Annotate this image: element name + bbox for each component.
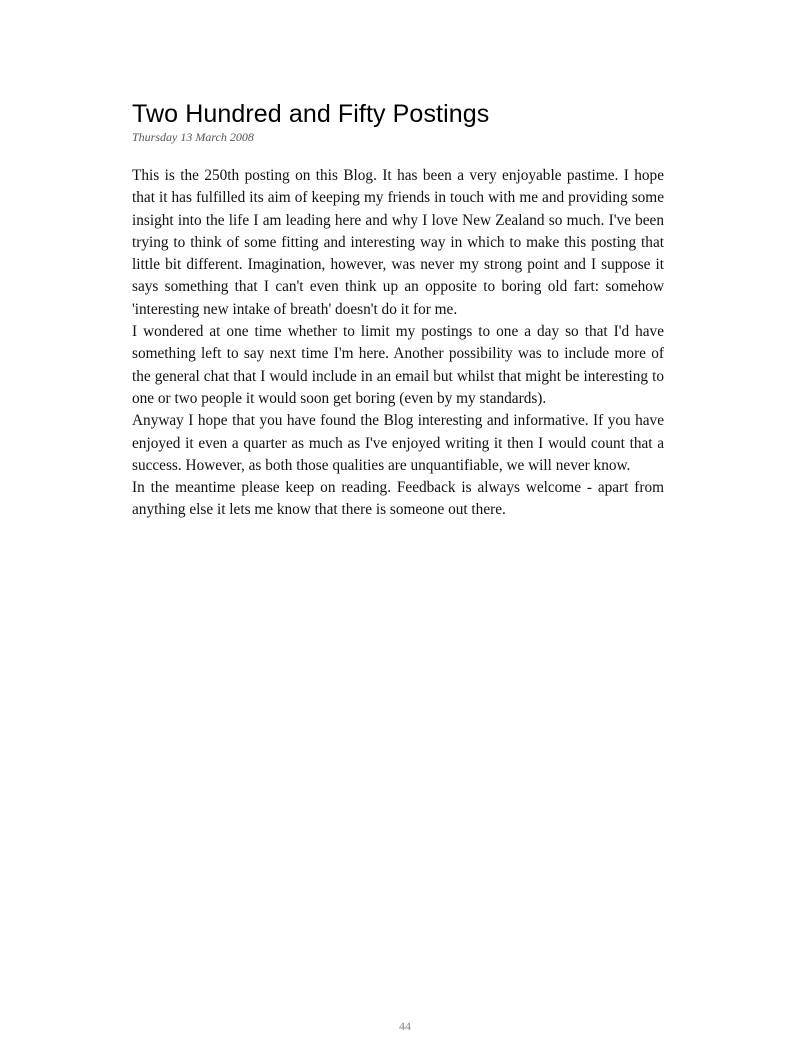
post-title: Two Hundred and Fifty Postings	[132, 100, 490, 128]
post-date: Thursday 13 March 2008	[132, 130, 254, 144]
post-paragraph: In the meantime please keep on reading. Feedback is always welcome - apart from anything else it lets me know that there is someone out there.	[132, 479, 664, 519]
blog-post	[132, 97, 664, 522]
post-body	[132, 165, 664, 522]
post-paragraph: Anyway I hope that you have found the Blog interesting and informative. If you have enjoyed it even a quarter as much as I've enjoyed writing it then I would count that a success. However, as both those qualities are unquantifiable, we will never know.	[132, 412, 664, 474]
post-paragraph: This is the 250th posting on this Blog. It has been a very enjoyable pastime. I hope that it has fulfilled its aim of keeping my friends in touch with me and providing some insight into the life I am leading here and why I love New Zealand so much. I've been trying to think of some fitting and interesting way in which to make this posting that little bit different. Imagination, however, was never my strong point and I suppose it says something that I can't even think up an opposite to boring old fart: somehow 'interesting new intake of breath' doesn't do it for me.	[132, 167, 664, 318]
post-paragraph: I wondered at one time whether to limit my postings to one a day so that I'd have something left to say next time I'm here. Another possibility was to include more of the general chat that I would include in an email but whilst that might be interesting to one or two people it would soon get boring (even by my standards).	[132, 323, 664, 407]
page-number: 44	[399, 1019, 411, 1033]
